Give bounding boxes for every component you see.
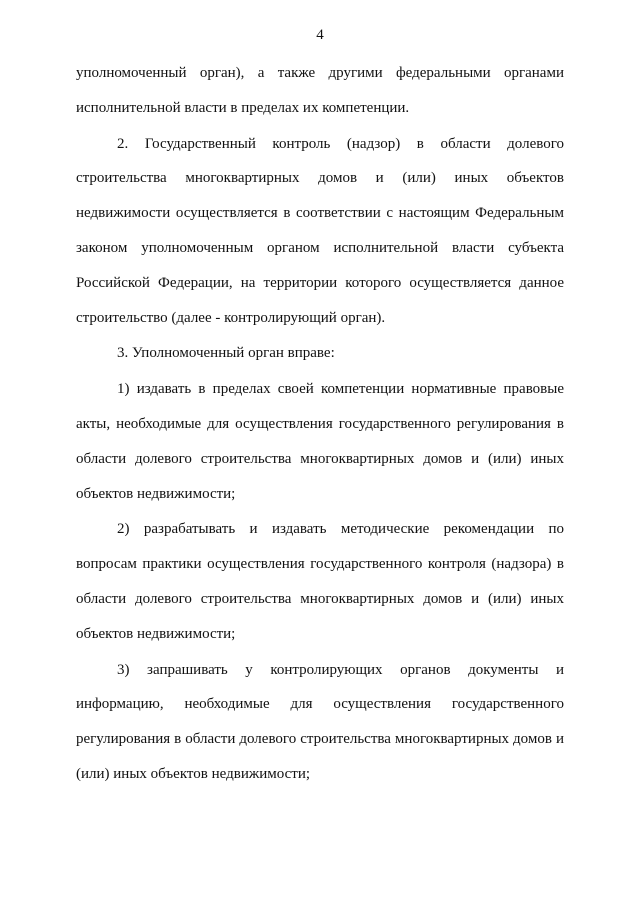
paragraph-subitem-2: 2) разрабатывать и издавать методические рекомендации по вопросам практики осуществления государственного контроля (надзора) в области долевого строительства многоквартирных домов и (или) иных объектов недвижимости; xyxy=(76,521,564,642)
document-body xyxy=(76,56,564,792)
paragraph-subitem-1: 1) издавать в пределах своей компетенции нормативные правовые акты, необходимые для осуществления государственного регулирования в области долевого строительства многоквартирных домов и (или) иных объектов недвижимости; xyxy=(76,381,564,502)
paragraph-item-3: 3. Уполномоченный орган вправе: xyxy=(117,345,335,362)
page-number: 4 xyxy=(316,27,324,43)
paragraph-item-2: 2. Государственный контроль (надзор) в области долевого строительства многоквартирных домов и (или) иных объектов недвижимости осуществляется в соответствии с настоящим Федеральным законом уполномоченным органом исполнительной власти субъекта Российской Федерации, на территории которого осуществляется данное строительство (далее - контролирующий орган). xyxy=(76,135,564,326)
paragraph-continuation: уполномоченный орган), а также другими федеральными органами исполнительной власти в пределах их компетенции. xyxy=(76,65,564,116)
paragraph-subitem-3: 3) запрашивать у контролирующих органов документы и информацию, необходимые для осуществления государственного регулирования в области долевого строительства многоквартирных домов и (или) иных объектов недвижимости; xyxy=(76,661,564,782)
